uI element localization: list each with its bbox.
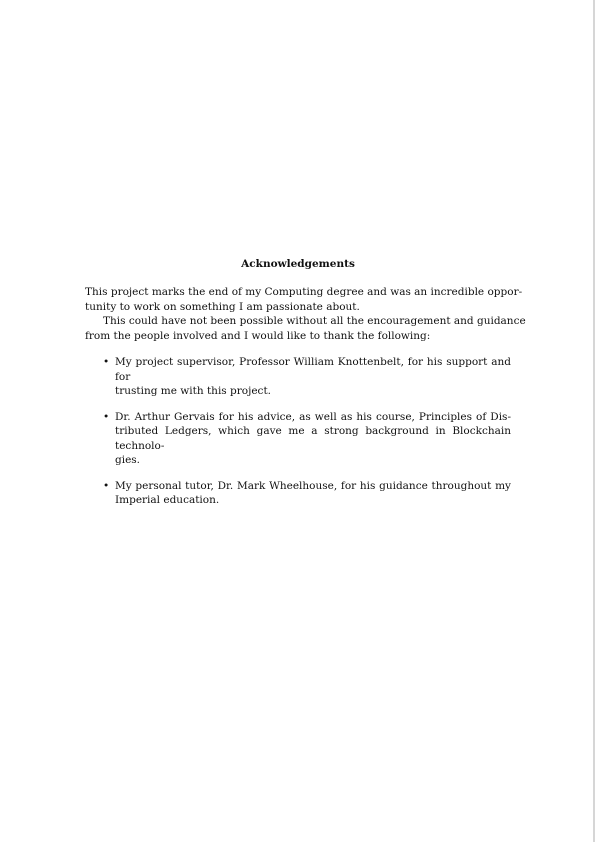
text-line: My project supervisor, Professor William Knottenbelt, for his support and for [115, 356, 511, 383]
list-item [85, 355, 511, 399]
text-line: tunity to work on something I am passionate about. [85, 300, 360, 313]
list-item [85, 410, 511, 468]
thanks-paragraph [85, 314, 526, 343]
text-line: Imperial education. [115, 494, 220, 506]
bullet-icon: • [103, 356, 110, 368]
text-line: tributed Ledgers, which gave me a strong background in Blockchain technolo- [115, 425, 511, 452]
text-line: trusting me with this project. [115, 385, 271, 397]
text-line: This project marks the end of my Computing degree and was an incredible oppor- [85, 286, 523, 298]
page-title: Acknowledgements [241, 258, 355, 270]
text-line: from the people involved and I would like to thank the following: [85, 329, 431, 342]
text-line: Dr. Arthur Gervais for his advice, as well as his course, Principles of Dis- [115, 410, 511, 423]
list-item [85, 479, 511, 508]
text-line: gies. [115, 454, 141, 466]
acknowledgement-list [85, 355, 511, 508]
intro-paragraph [85, 285, 523, 314]
text-line: My personal tutor, Dr. Mark Wheelhouse, for his guidance throughout my [115, 479, 511, 492]
bullet-icon: • [103, 479, 110, 492]
acknowledgements-section [85, 256, 526, 519]
bullet-icon: • [103, 410, 110, 423]
text-line: This could have not been possible without all the encouragement and guidance [103, 315, 526, 327]
